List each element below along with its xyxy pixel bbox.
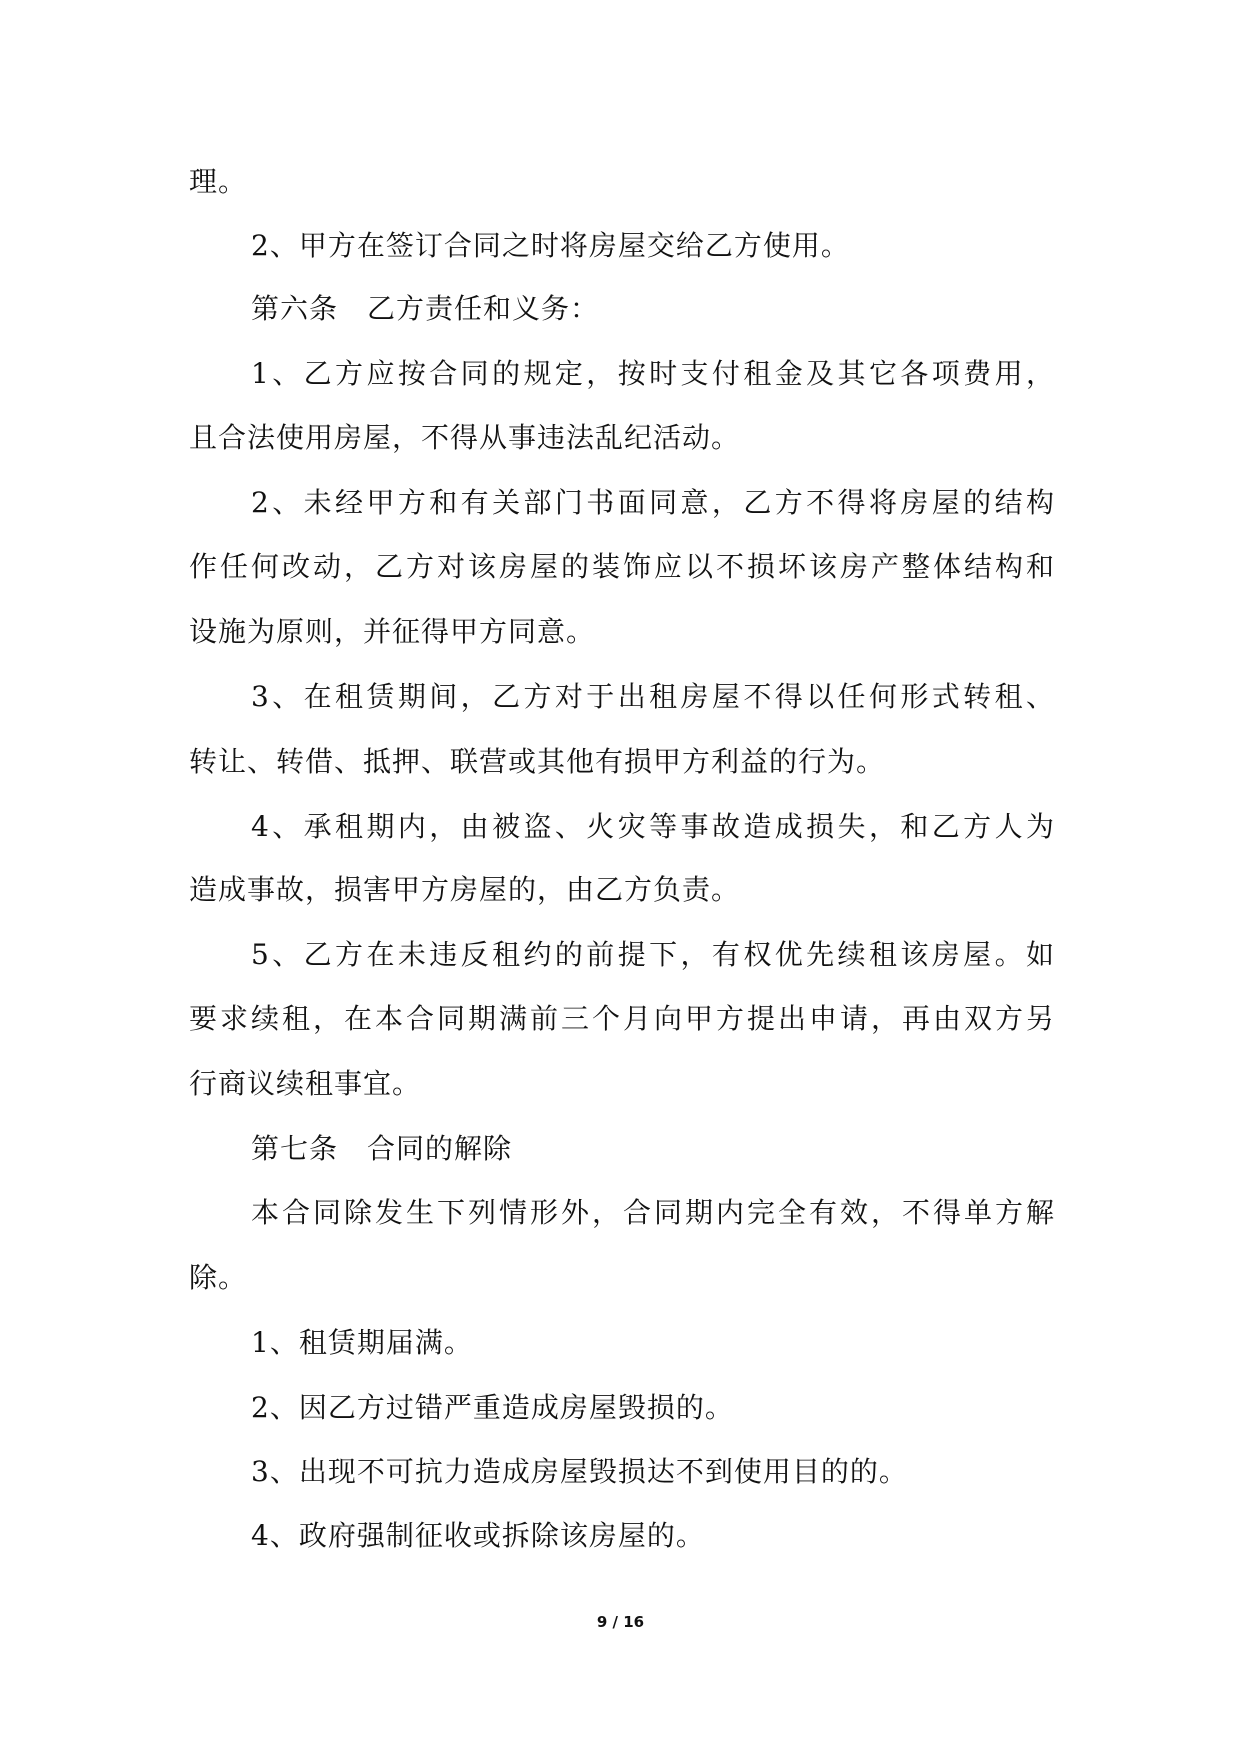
section-heading: 第六条 乙方责任和义务： [251, 292, 600, 325]
text-line: 5、乙方在未违反租约的前提下，有权优先续租该房屋。如 [251, 938, 1055, 971]
text-line: 4、政府强制征收或拆除该房屋的。 [251, 1519, 705, 1552]
text-line: 3、在租赁期间，乙方对于出租房屋不得以任何形式转租、 [251, 680, 1055, 713]
text-line: 2、未经甲方和有关部门书面同意，乙方不得将房屋的结构 [251, 486, 1055, 519]
text-line: 4、承租期内，由被盗、火灾等事故造成损失，和乙方人为 [251, 810, 1055, 843]
text-line: 本合同除发生下列情形外，合同期内完全有效，不得单方解 [251, 1196, 1055, 1229]
text-line: 3、出现不可抗力造成房屋毁损达不到使用目的的。 [251, 1455, 908, 1488]
text-line: 造成事故，损害甲方房屋的，由乙方负责。 [189, 873, 741, 906]
text-line: 作任何改动，乙方对该房屋的装饰应以不损坏该房产整体结构和 [189, 550, 1055, 583]
text-line: 2、因乙方过错严重造成房屋毁损的。 [251, 1391, 734, 1424]
page-number: 9 / 16 [596, 1613, 645, 1631]
text-line: 要求续租，在本合同期满前三个月向甲方提出申请，再由双方另 [189, 1002, 1055, 1035]
section-heading: 第七条 合同的解除 [251, 1132, 513, 1165]
text-line: 行商议续租事宜。 [189, 1067, 422, 1100]
text-line: 转让、转借、抵押、联营或其他有损甲方利益的行为。 [189, 745, 886, 778]
text-line: 1、租赁期届满。 [251, 1326, 473, 1359]
text-line: 且合法使用房屋，不得从事违法乱纪活动。 [189, 421, 741, 454]
text-line: 除。 [189, 1261, 248, 1294]
text-line: 设施为原则，并征得甲方同意。 [189, 615, 596, 648]
text-line: 理。 [189, 165, 248, 198]
text-line: 1、乙方应按合同的规定，按时支付租金及其它各项费用， [251, 357, 1055, 390]
text-line: 2、甲方在签订合同之时将房屋交给乙方使用。 [251, 229, 850, 262]
